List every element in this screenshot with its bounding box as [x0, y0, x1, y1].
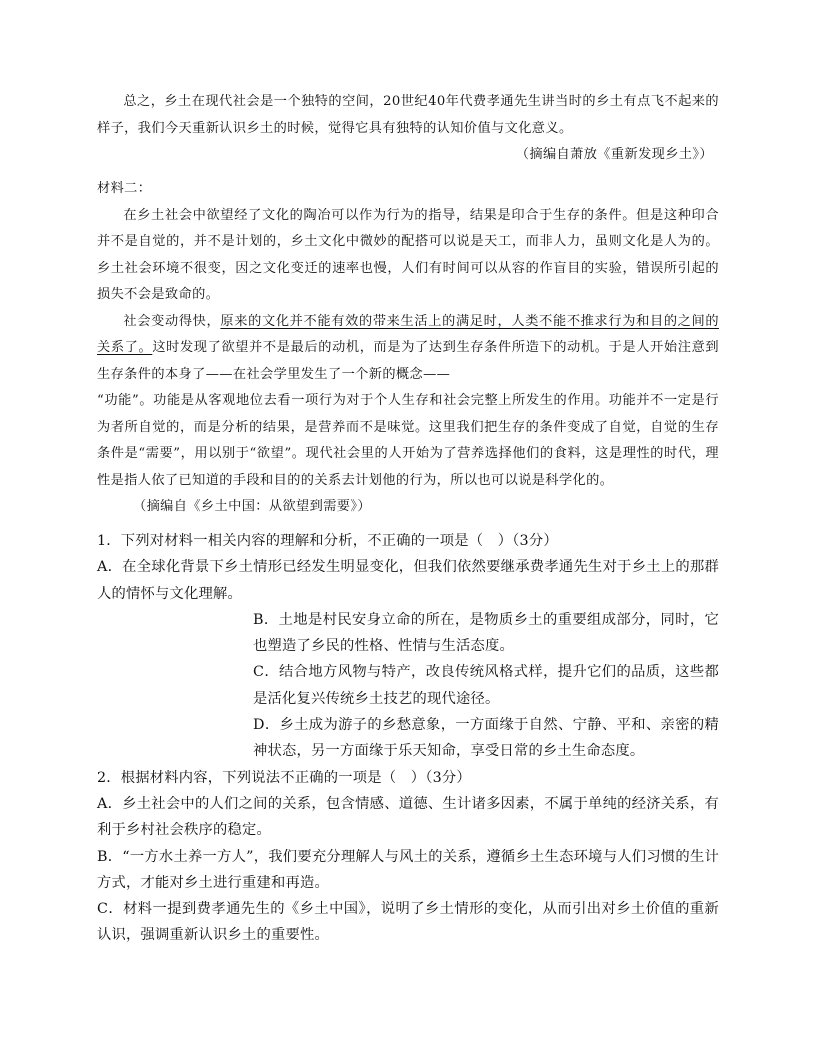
para2-lead: 社会变动得快， — [123, 313, 221, 329]
material2-para2 — [97, 309, 719, 389]
question-1-option-d: D．乡土成为游子的乡愁意象，一方面缘于自然、宁静、平和、亲密的精神状态，另一方面缘于乐天知命，享受日常的乡土生命态度。 — [253, 717, 719, 760]
question-2-option-a: A．乡土社会中的人们之间的关系，包含情感、道德、生计诸多因素，不属于单纯的经济关系，有利于乡村社会秩序的稳定。 — [97, 795, 719, 839]
material2-source: （摘编自《乡土中国：从欲望到需要》） — [133, 499, 371, 514]
material1-end — [97, 89, 719, 169]
question-2-option-c: C．材料一提到费孝通先生的《乡土中国》，说明了乡土情形的变化，从而引出对乡土价值的重新认识，强调重新认识乡土的重要性。 — [97, 901, 719, 944]
para2-rest: 这时发现了欲望并不是最后的动机，而是为了达到生存条件所造下的动机。于是人开始注意到生存条件的本身了——在社会学里发生了一个新的概念—— — [97, 340, 719, 382]
material2-para2-tail: “功能”。功能是从客观地位去看一项行为对于个人生存和社会完整上所发生的作用。功能并不一定是行为者所自觉的，而是分析的结果，是营养而不是味觉。这里我们把生存的条件变成了自觉，自觉的生存条件是“需要”，用以别于“欲望”。现代社会里的人开始为了营养选择他们的食料，这是理性的时代，理性是指人依了已知道的手段和目的的关系去计划他的行为，所以也可以说是科学化的。 — [97, 393, 719, 488]
question-1-option-b: B．土地是村民安身立命的所在，是物质乡土的重要组成部分，同时，它也塑造了乡民的性格、性情与生活态度。 — [253, 611, 719, 655]
para2-underlined: 原来的文化并不能有效的带来生活上的满足时，人类不能不推求行为和目的之间的关系了。 — [97, 313, 719, 355]
question-1-option-c: C．结合地方风物与特产，改良传统风格式样，提升它们的品质，这些都是活化复兴传统乡土技艺的现代途径。 — [253, 664, 719, 707]
material2-para1: 在乡土社会中欲望经了文化的陶冶可以作为行为的指导，结果是印合于生存的条件。但是这种印合并不是自觉的，并不是计划的，乡土文化中微妙的配搭可以说是天工，而非人力，虽则文化是人为的。乡土社会环境不很变，因之文化变迁的速率也慢，人们有时间可以从容的作盲目的实验，错误所引起的损失不会是致命的。 — [97, 207, 719, 302]
questions — [97, 528, 719, 949]
material2 — [97, 176, 719, 521]
material1-paragraph: 总之，乡土在现代社会是一个独特的空间，20世纪40年代费孝通先生讲当时的乡土有点飞不起来的样子，我们今天重新认识乡土的时候，觉得它具有独特的认知价值与文化意义。 — [97, 94, 719, 136]
question-1-stem: 1．下列对材料一相关内容的理解和分析，不正确的一项是（ ）（3分） — [97, 533, 558, 549]
material1-source: （摘编自萧放《重新发现乡土》） — [515, 147, 713, 162]
question-2-stem: 2．根据材料内容，下列说法不正确的一项是（ ）（3分） — [97, 769, 471, 786]
material2-heading: 材料二： — [97, 181, 152, 196]
question-2-option-b: B．“一方水土养一方人”，我们要充分理解人与风土的关系，遵循乡土生态环境与人们习惯的生计方式，才能对乡土进行重建和再造。 — [97, 848, 719, 891]
question-1-option-a: A．在全球化背景下乡土情形已经发生明显变化，但我们依然要继承费孝通先生对于乡土上的那群人的情怀与文化理解。 — [97, 559, 719, 602]
